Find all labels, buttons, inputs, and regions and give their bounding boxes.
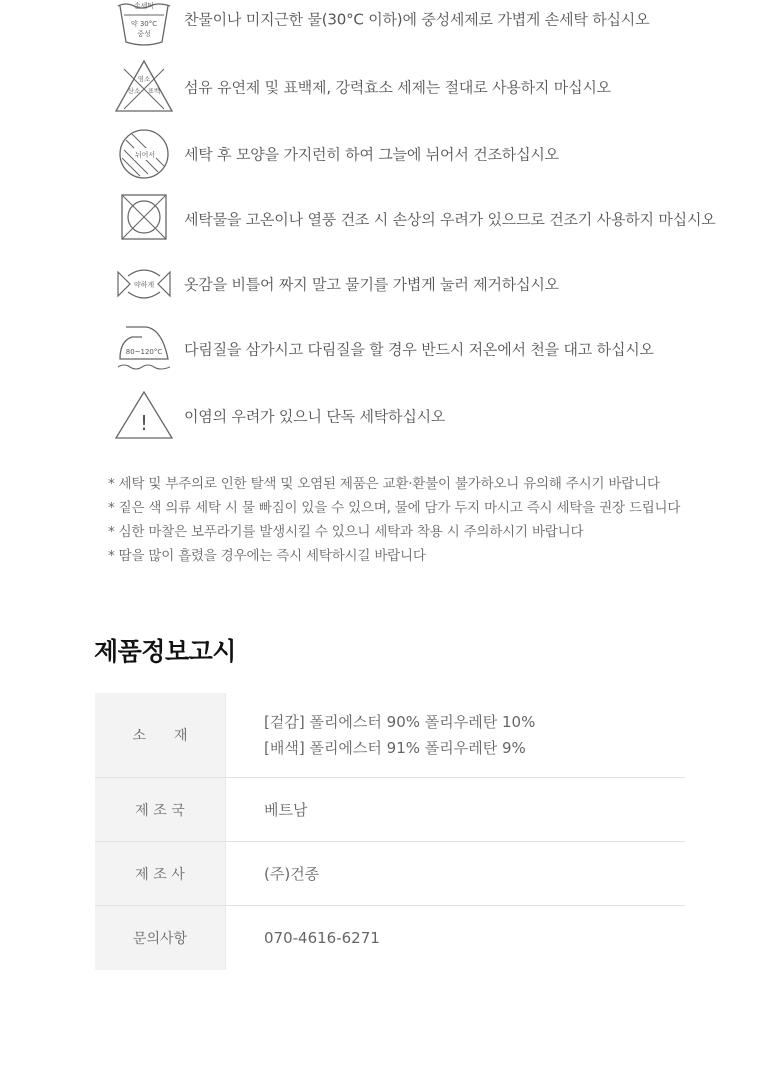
row-label-country: 제 조 국: [95, 778, 226, 842]
table-row: [95, 842, 685, 906]
svg-text:중성: 중성: [137, 30, 151, 38]
svg-text:!: !: [139, 411, 149, 435]
svg-text:표백: 표백: [147, 87, 161, 95]
note-3: * 심한 마찰은 보푸라기를 발생시킬 수 있으니 세탁과 착용 시 주의하시기 바랍니다: [108, 524, 584, 540]
care-text-no-tumble-dry: 세탁물을 고온이나 열풍 건조 시 손상의 우려가 있으므로 건조기 사용하지 마십시오: [184, 210, 716, 229]
svg-text:염소: 염소: [137, 75, 151, 83]
care-item-warning: [112, 386, 732, 446]
care-item-iron: [112, 319, 732, 379]
row-label-inquiry: 문의사항: [95, 906, 226, 971]
gentle-wring-icon: [112, 254, 176, 314]
iron-icon: [112, 319, 176, 379]
warning-icon: [112, 386, 176, 446]
table-row: [95, 778, 685, 842]
note-4: * 땀을 많이 흘렸을 경우에는 즉시 세탁하시길 바랍니다: [108, 548, 426, 564]
svg-text:80~120°C: 80~120°C: [125, 348, 163, 356]
svg-text:산소: 산소: [127, 87, 141, 95]
no-tumble-dry-icon: [112, 189, 176, 249]
product-info-table: [95, 693, 685, 970]
care-item-hand-wash: [112, 0, 732, 60]
row-value-material: [226, 693, 686, 778]
svg-text:약 30°C: 약 30°C: [130, 20, 158, 28]
care-text-warning: 이염의 우려가 있으니 단독 세탁하십시오: [184, 407, 446, 426]
note-1: * 세탁 및 부주의로 인한 탈색 및 오염된 제품은 교환·환불이 불가하오니 유의해 주시기 바랍니다: [108, 476, 660, 492]
svg-text:뉘어서: 뉘어서: [134, 151, 156, 159]
row-value-manufacturer: (주)건종: [226, 842, 686, 906]
care-item-shade-dry: [112, 124, 732, 184]
care-text-no-bleach: 섬유 유연제 및 표백제, 강력효소 세제는 절대로 사용하지 마십시오: [184, 78, 611, 97]
material-trim: [배색] 폴리에스터 91% 폴리우레탄 9%: [264, 739, 526, 757]
care-text-gentle-wring: 옷감을 비틀어 짜지 말고 물기를 가볍게 눌러 제거하십시오: [184, 275, 559, 294]
product-info-title: 제품정보고시: [94, 637, 236, 666]
care-text-shade-dry: 세탁 후 모양을 가지런히 하여 그늘에 뉘어서 건조하십시오: [184, 145, 559, 164]
material-outer: [겉감] 폴리에스터 90% 폴리우레탄 10%: [264, 713, 536, 731]
table-row: [95, 906, 685, 971]
table-row: [95, 693, 685, 778]
row-value-inquiry: 070-4616-6271: [264, 929, 380, 947]
row-value-country: 베트남: [226, 778, 686, 842]
hand-wash-icon: [112, 0, 176, 60]
note-2: * 짙은 색 의류 세탁 시 물 빠짐이 있을 수 있으며, 물에 담가 두지 마시고 즉시 세탁을 권장 드립니다: [108, 500, 681, 516]
row-label-manufacturer: 제 조 사: [95, 842, 226, 906]
care-notes: [108, 472, 748, 568]
care-text-iron: 다림질을 삼가시고 다림질을 할 경우 반드시 저온에서 천을 대고 하십시오: [184, 340, 654, 359]
row-label-material: 소 재: [95, 693, 226, 778]
care-item-no-tumble-dry: [112, 189, 732, 249]
shade-dry-icon: [112, 124, 176, 184]
care-item-gentle-wring: [112, 254, 732, 314]
svg-text:약하게: 약하게: [133, 281, 155, 289]
care-text-hand-wash: 찬물이나 미지근한 물(30°C 이하)에 중성세제로 가볍게 손세탁 하십시오: [184, 10, 650, 29]
no-bleach-icon: [112, 57, 176, 117]
care-item-no-bleach: [112, 57, 732, 117]
svg-text:손세탁: 손세탁: [133, 2, 155, 10]
